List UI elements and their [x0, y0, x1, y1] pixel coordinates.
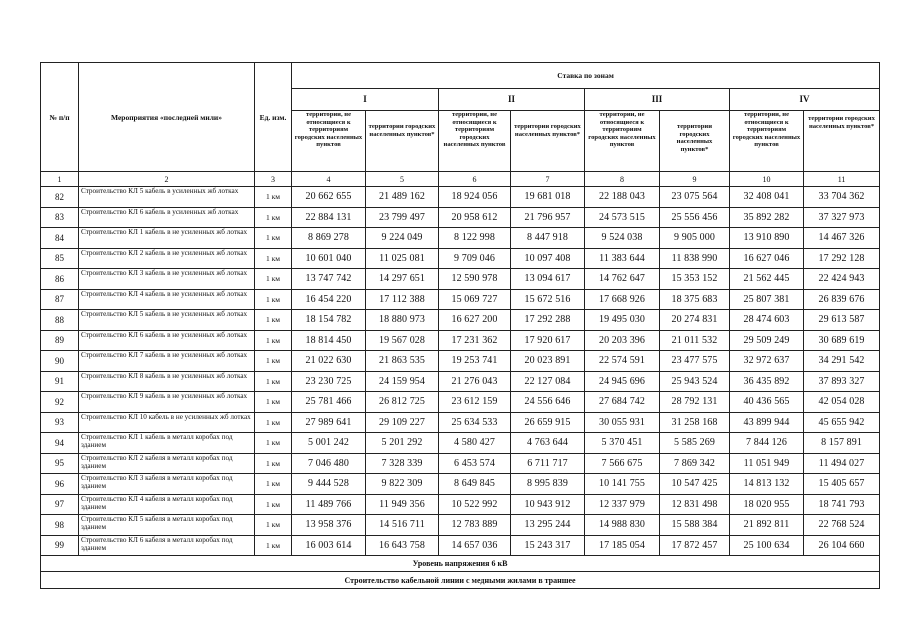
- activity-name: Строительство КЛ 7 кабель в не усиленных жб лотках: [79, 351, 255, 372]
- unit-cell: 1 км: [255, 269, 292, 290]
- voltage-level-heading: Уровень напряжения 6 кВ: [41, 556, 880, 572]
- unit-cell: 1 км: [255, 494, 292, 515]
- rate-value: 11 025 081: [366, 248, 439, 269]
- rate-value: 22 127 084: [511, 371, 585, 392]
- rate-value: 14 657 036: [439, 535, 511, 556]
- unit-cell: 1 км: [255, 535, 292, 556]
- section-heading: Строительство кабельной линии с медными жилами в траншее: [41, 572, 880, 589]
- rate-value: 18 814 450: [292, 330, 366, 351]
- rate-value: 28 792 131: [660, 392, 730, 413]
- column-index-cell: 5: [366, 172, 439, 187]
- row-number: 93: [41, 412, 79, 433]
- rate-value: 7 328 339: [366, 453, 439, 474]
- rate-value: 17 292 128: [804, 248, 880, 269]
- rate-value: 18 154 782: [292, 310, 366, 331]
- table-row: [41, 515, 880, 536]
- subheader-non-urban: территории, не относящиеся к территориям городских населенных пунктов: [439, 111, 511, 172]
- rates-table: [40, 62, 880, 589]
- activity-name: Строительство КЛ 6 кабель в усиленных жб лотках: [79, 207, 255, 228]
- rate-value: 17 668 926: [585, 289, 660, 310]
- unit-cell: 1 км: [255, 351, 292, 372]
- rate-value: 15 353 152: [660, 269, 730, 290]
- column-index-cell: 9: [660, 172, 730, 187]
- rate-value: 15 588 384: [660, 515, 730, 536]
- rate-value: 29 109 227: [366, 412, 439, 433]
- rate-value: 9 444 528: [292, 474, 366, 495]
- rate-value: 33 704 362: [804, 187, 880, 208]
- rate-value: 14 762 647: [585, 269, 660, 290]
- row-number: 83: [41, 207, 79, 228]
- unit-cell: 1 км: [255, 187, 292, 208]
- unit-cell: 1 км: [255, 453, 292, 474]
- unit-cell: 1 км: [255, 289, 292, 310]
- rate-value: 24 573 515: [585, 207, 660, 228]
- activity-name: Строительство КЛ 5 кабеля в металл коробах под зданием: [79, 515, 255, 536]
- rate-value: 18 375 683: [660, 289, 730, 310]
- row-number: 98: [41, 515, 79, 536]
- rate-value: 8 869 278: [292, 228, 366, 249]
- rate-value: 11 838 990: [660, 248, 730, 269]
- rate-value: 9 822 309: [366, 474, 439, 495]
- rate-value: 28 474 603: [730, 310, 804, 331]
- rate-value: 30 055 931: [585, 412, 660, 433]
- unit-cell: 1 км: [255, 248, 292, 269]
- table-row: [41, 494, 880, 515]
- rate-value: 16 454 220: [292, 289, 366, 310]
- zone-header: II: [439, 89, 585, 111]
- rate-value: 11 949 356: [366, 494, 439, 515]
- rate-value: 4 580 427: [439, 433, 511, 454]
- activity-name: Строительство КЛ 3 кабеля в металл коробах под зданием: [79, 474, 255, 495]
- rate-value: 23 230 725: [292, 371, 366, 392]
- rate-value: 11 494 027: [804, 453, 880, 474]
- rate-value: 18 924 056: [439, 187, 511, 208]
- rate-value: 29 509 249: [730, 330, 804, 351]
- rate-value: 25 943 524: [660, 371, 730, 392]
- row-number: 86: [41, 269, 79, 290]
- rate-value: 21 489 162: [366, 187, 439, 208]
- rate-value: 6 711 717: [511, 453, 585, 474]
- rate-value: 16 627 046: [730, 248, 804, 269]
- rate-value: 13 910 890: [730, 228, 804, 249]
- table-row: [41, 392, 880, 413]
- rate-value: 20 958 612: [439, 207, 511, 228]
- unit-cell: 1 км: [255, 228, 292, 249]
- rate-value: 37 327 973: [804, 207, 880, 228]
- row-number: 89: [41, 330, 79, 351]
- activity-name: Строительство КЛ 5 кабель в усиленных жб лотках: [79, 187, 255, 208]
- rate-value: 25 100 634: [730, 535, 804, 556]
- rate-value: 9 709 046: [439, 248, 511, 269]
- rate-value: 14 988 830: [585, 515, 660, 536]
- rate-value: 19 567 028: [366, 330, 439, 351]
- rate-value: 19 495 030: [585, 310, 660, 331]
- column-index-cell: 6: [439, 172, 511, 187]
- rate-value: 6 453 574: [439, 453, 511, 474]
- activity-name: Строительство КЛ 6 кабель в не усиленных жб лотках: [79, 330, 255, 351]
- table-row: [41, 371, 880, 392]
- rate-value: 26 659 915: [511, 412, 585, 433]
- rate-value: 31 258 168: [660, 412, 730, 433]
- row-number: 96: [41, 474, 79, 495]
- rate-value: 19 681 018: [511, 187, 585, 208]
- col-header-unit: Ед. изм.: [255, 63, 292, 172]
- subheader-non-urban: территории, не относящиеся к территориям городских населенных пунктов: [292, 111, 366, 172]
- rate-value: 42 054 028: [804, 392, 880, 413]
- rate-value: 8 649 845: [439, 474, 511, 495]
- table-row: [41, 248, 880, 269]
- rate-value: 12 590 978: [439, 269, 511, 290]
- column-index-cell: 4: [292, 172, 366, 187]
- rate-value: 24 159 954: [366, 371, 439, 392]
- activity-name: Строительство КЛ 1 кабель в не усиленных жб лотках: [79, 228, 255, 249]
- table-row: [41, 207, 880, 228]
- subheader-urban: территории городских населенных пунктов*: [366, 111, 439, 172]
- rate-value: 14 516 711: [366, 515, 439, 536]
- rate-value: 13 958 376: [292, 515, 366, 536]
- table-row: [41, 310, 880, 331]
- rate-value: 20 023 891: [511, 351, 585, 372]
- subheader-non-urban: территории, не относящиеся к территориям городских населенных пунктов: [730, 111, 804, 172]
- rate-value: 27 989 641: [292, 412, 366, 433]
- activity-name: Строительство КЛ 4 кабель в не усиленных жб лотках: [79, 289, 255, 310]
- rate-value: 40 436 565: [730, 392, 804, 413]
- rate-value: 13 295 244: [511, 515, 585, 536]
- rate-value: 4 763 644: [511, 433, 585, 454]
- rate-value: 26 104 660: [804, 535, 880, 556]
- activity-name: Строительство КЛ 2 кабель в не усиленных жб лотках: [79, 248, 255, 269]
- col-header-name: Мероприятия «последней мили»: [79, 63, 255, 172]
- rate-value: 45 655 942: [804, 412, 880, 433]
- unit-cell: 1 км: [255, 433, 292, 454]
- rate-value: 17 920 617: [511, 330, 585, 351]
- rate-value: 8 447 918: [511, 228, 585, 249]
- column-index-cell: 7: [511, 172, 585, 187]
- unit-cell: 1 км: [255, 392, 292, 413]
- rate-value: 26 839 676: [804, 289, 880, 310]
- rate-value: 17 185 054: [585, 535, 660, 556]
- rate-value: 25 807 381: [730, 289, 804, 310]
- rate-value: 15 672 516: [511, 289, 585, 310]
- rate-value: 25 634 533: [439, 412, 511, 433]
- unit-cell: 1 км: [255, 330, 292, 351]
- rate-value: 8 157 891: [804, 433, 880, 454]
- rate-value: 22 884 131: [292, 207, 366, 228]
- rate-value: 21 011 532: [660, 330, 730, 351]
- rate-value: 17 112 388: [366, 289, 439, 310]
- column-index-cell: 8: [585, 172, 660, 187]
- rate-value: 25 781 466: [292, 392, 366, 413]
- rate-value: 18 880 973: [366, 310, 439, 331]
- unit-cell: 1 км: [255, 412, 292, 433]
- row-number: 95: [41, 453, 79, 474]
- zone-header: IV: [730, 89, 880, 111]
- rate-value: 32 408 041: [730, 187, 804, 208]
- activity-name: Строительство КЛ 5 кабель в не усиленных жб лотках: [79, 310, 255, 331]
- table-row: [41, 269, 880, 290]
- rate-value: 12 783 889: [439, 515, 511, 536]
- rate-value: 23 075 564: [660, 187, 730, 208]
- rate-value: 10 141 755: [585, 474, 660, 495]
- rate-value: 35 892 282: [730, 207, 804, 228]
- rate-value: 11 489 766: [292, 494, 366, 515]
- table-row: [41, 330, 880, 351]
- rate-value: 10 522 992: [439, 494, 511, 515]
- rate-value: 16 643 758: [366, 535, 439, 556]
- table-row: [41, 228, 880, 249]
- rate-value: 30 689 619: [804, 330, 880, 351]
- column-index-cell: 11: [804, 172, 880, 187]
- rate-value: 5 201 292: [366, 433, 439, 454]
- row-number: 84: [41, 228, 79, 249]
- rate-value: 21 022 630: [292, 351, 366, 372]
- rate-value: 15 405 657: [804, 474, 880, 495]
- rate-value: 9 905 000: [660, 228, 730, 249]
- column-index-cell: 2: [79, 172, 255, 187]
- rate-value: 5 001 242: [292, 433, 366, 454]
- table-row: [41, 187, 880, 208]
- rate-value: 10 601 040: [292, 248, 366, 269]
- rate-value: 27 684 742: [585, 392, 660, 413]
- table-row: [41, 412, 880, 433]
- col-header-rates: Ставка по зонам: [292, 63, 880, 89]
- rate-value: 23 612 159: [439, 392, 511, 413]
- row-number: 90: [41, 351, 79, 372]
- rate-value: 21 892 811: [730, 515, 804, 536]
- row-number: 92: [41, 392, 79, 413]
- unit-cell: 1 км: [255, 207, 292, 228]
- rate-value: 22 188 043: [585, 187, 660, 208]
- rate-value: 22 424 943: [804, 269, 880, 290]
- rate-value: 10 547 425: [660, 474, 730, 495]
- column-index-cell: 10: [730, 172, 804, 187]
- rate-value: 26 812 725: [366, 392, 439, 413]
- rate-value: 23 477 575: [660, 351, 730, 372]
- rate-value: 19 253 741: [439, 351, 511, 372]
- rate-value: 20 662 655: [292, 187, 366, 208]
- rate-value: 18 741 793: [804, 494, 880, 515]
- table-row: [41, 433, 880, 454]
- unit-cell: 1 км: [255, 515, 292, 536]
- rate-value: 24 945 696: [585, 371, 660, 392]
- activity-name: Строительство КЛ 8 кабель в не усиленных жб лотках: [79, 371, 255, 392]
- rate-value: 16 003 614: [292, 535, 366, 556]
- rate-value: 12 831 498: [660, 494, 730, 515]
- activity-name: Строительство КЛ 9 кабель в не усиленных жб лотках: [79, 392, 255, 413]
- rate-value: 8 995 839: [511, 474, 585, 495]
- rate-value: 23 799 497: [366, 207, 439, 228]
- table-footer: [41, 556, 880, 589]
- table-row: [41, 535, 880, 556]
- rate-value: 11 051 949: [730, 453, 804, 474]
- rate-value: 13 094 617: [511, 269, 585, 290]
- row-number: 87: [41, 289, 79, 310]
- rate-value: 13 747 742: [292, 269, 366, 290]
- activity-name: Строительство КЛ 3 кабель в не усиленных жб лотках: [79, 269, 255, 290]
- zone-header: III: [585, 89, 730, 111]
- rate-value: 8 122 998: [439, 228, 511, 249]
- rate-value: 36 435 892: [730, 371, 804, 392]
- rate-value: 22 768 524: [804, 515, 880, 536]
- col-header-num: № п/п: [41, 63, 79, 172]
- row-number: 82: [41, 187, 79, 208]
- subheader-urban: территории городских населенных пунктов*: [804, 111, 880, 172]
- rate-value: 17 872 457: [660, 535, 730, 556]
- rate-value: 5 585 269: [660, 433, 730, 454]
- subheader-urban: территории городских населенных пунктов*: [660, 111, 730, 172]
- rate-value: 15 069 727: [439, 289, 511, 310]
- row-number: 94: [41, 433, 79, 454]
- rate-value: 43 899 944: [730, 412, 804, 433]
- activity-name: Строительство КЛ 6 кабеля в металл коробах под зданием: [79, 535, 255, 556]
- rate-value: 9 524 038: [585, 228, 660, 249]
- rate-value: 20 274 831: [660, 310, 730, 331]
- rate-value: 21 796 957: [511, 207, 585, 228]
- row-number: 99: [41, 535, 79, 556]
- column-index-row: [41, 172, 880, 187]
- rate-value: 17 292 288: [511, 310, 585, 331]
- row-number: 88: [41, 310, 79, 331]
- table-row: [41, 474, 880, 495]
- rate-value: 37 893 327: [804, 371, 880, 392]
- column-index-cell: 1: [41, 172, 79, 187]
- row-number: 91: [41, 371, 79, 392]
- rate-value: 12 337 979: [585, 494, 660, 515]
- row-number: 85: [41, 248, 79, 269]
- activity-name: Строительство КЛ 4 кабеля в металл коробах под зданием: [79, 494, 255, 515]
- rate-value: 29 613 587: [804, 310, 880, 331]
- rate-value: 5 370 451: [585, 433, 660, 454]
- table-row: [41, 351, 880, 372]
- rate-value: 7 869 342: [660, 453, 730, 474]
- table-row: [41, 289, 880, 310]
- rate-value: 21 863 535: [366, 351, 439, 372]
- column-index-cell: 3: [255, 172, 292, 187]
- rate-value: 14 467 326: [804, 228, 880, 249]
- table-row: [41, 453, 880, 474]
- unit-cell: 1 км: [255, 474, 292, 495]
- rate-value: 7 046 480: [292, 453, 366, 474]
- rate-value: 34 291 542: [804, 351, 880, 372]
- rate-value: 22 574 591: [585, 351, 660, 372]
- table-header: [41, 63, 880, 187]
- rate-value: 15 243 317: [511, 535, 585, 556]
- rate-value: 21 562 445: [730, 269, 804, 290]
- subheader-non-urban: территории, не относящиеся к территориям городских населенных пунктов: [585, 111, 660, 172]
- rate-value: 9 224 049: [366, 228, 439, 249]
- rate-value: 7 844 126: [730, 433, 804, 454]
- rate-value: 18 020 955: [730, 494, 804, 515]
- rate-value: 10 943 912: [511, 494, 585, 515]
- rate-value: 17 231 362: [439, 330, 511, 351]
- subheader-urban: территории городских населенных пунктов*: [511, 111, 585, 172]
- unit-cell: 1 км: [255, 310, 292, 331]
- rate-value: 16 627 200: [439, 310, 511, 331]
- unit-cell: 1 км: [255, 371, 292, 392]
- table-body: [41, 187, 880, 556]
- rate-value: 25 556 456: [660, 207, 730, 228]
- rate-value: 14 297 651: [366, 269, 439, 290]
- rate-value: 7 566 675: [585, 453, 660, 474]
- row-number: 97: [41, 494, 79, 515]
- zone-header: I: [292, 89, 439, 111]
- rate-value: 21 276 043: [439, 371, 511, 392]
- rate-value: 32 972 637: [730, 351, 804, 372]
- rate-value: 10 097 408: [511, 248, 585, 269]
- rate-value: 14 813 132: [730, 474, 804, 495]
- activity-name: Строительство КЛ 2 кабеля в металл коробах под зданием: [79, 453, 255, 474]
- activity-name: Строительство КЛ 1 кабель в металл коробах под зданием: [79, 433, 255, 454]
- activity-name: Строительство КЛ 10 кабель в не усиленных жб лотках: [79, 412, 255, 433]
- rate-value: 11 383 644: [585, 248, 660, 269]
- rate-value: 24 556 646: [511, 392, 585, 413]
- rate-value: 20 203 396: [585, 330, 660, 351]
